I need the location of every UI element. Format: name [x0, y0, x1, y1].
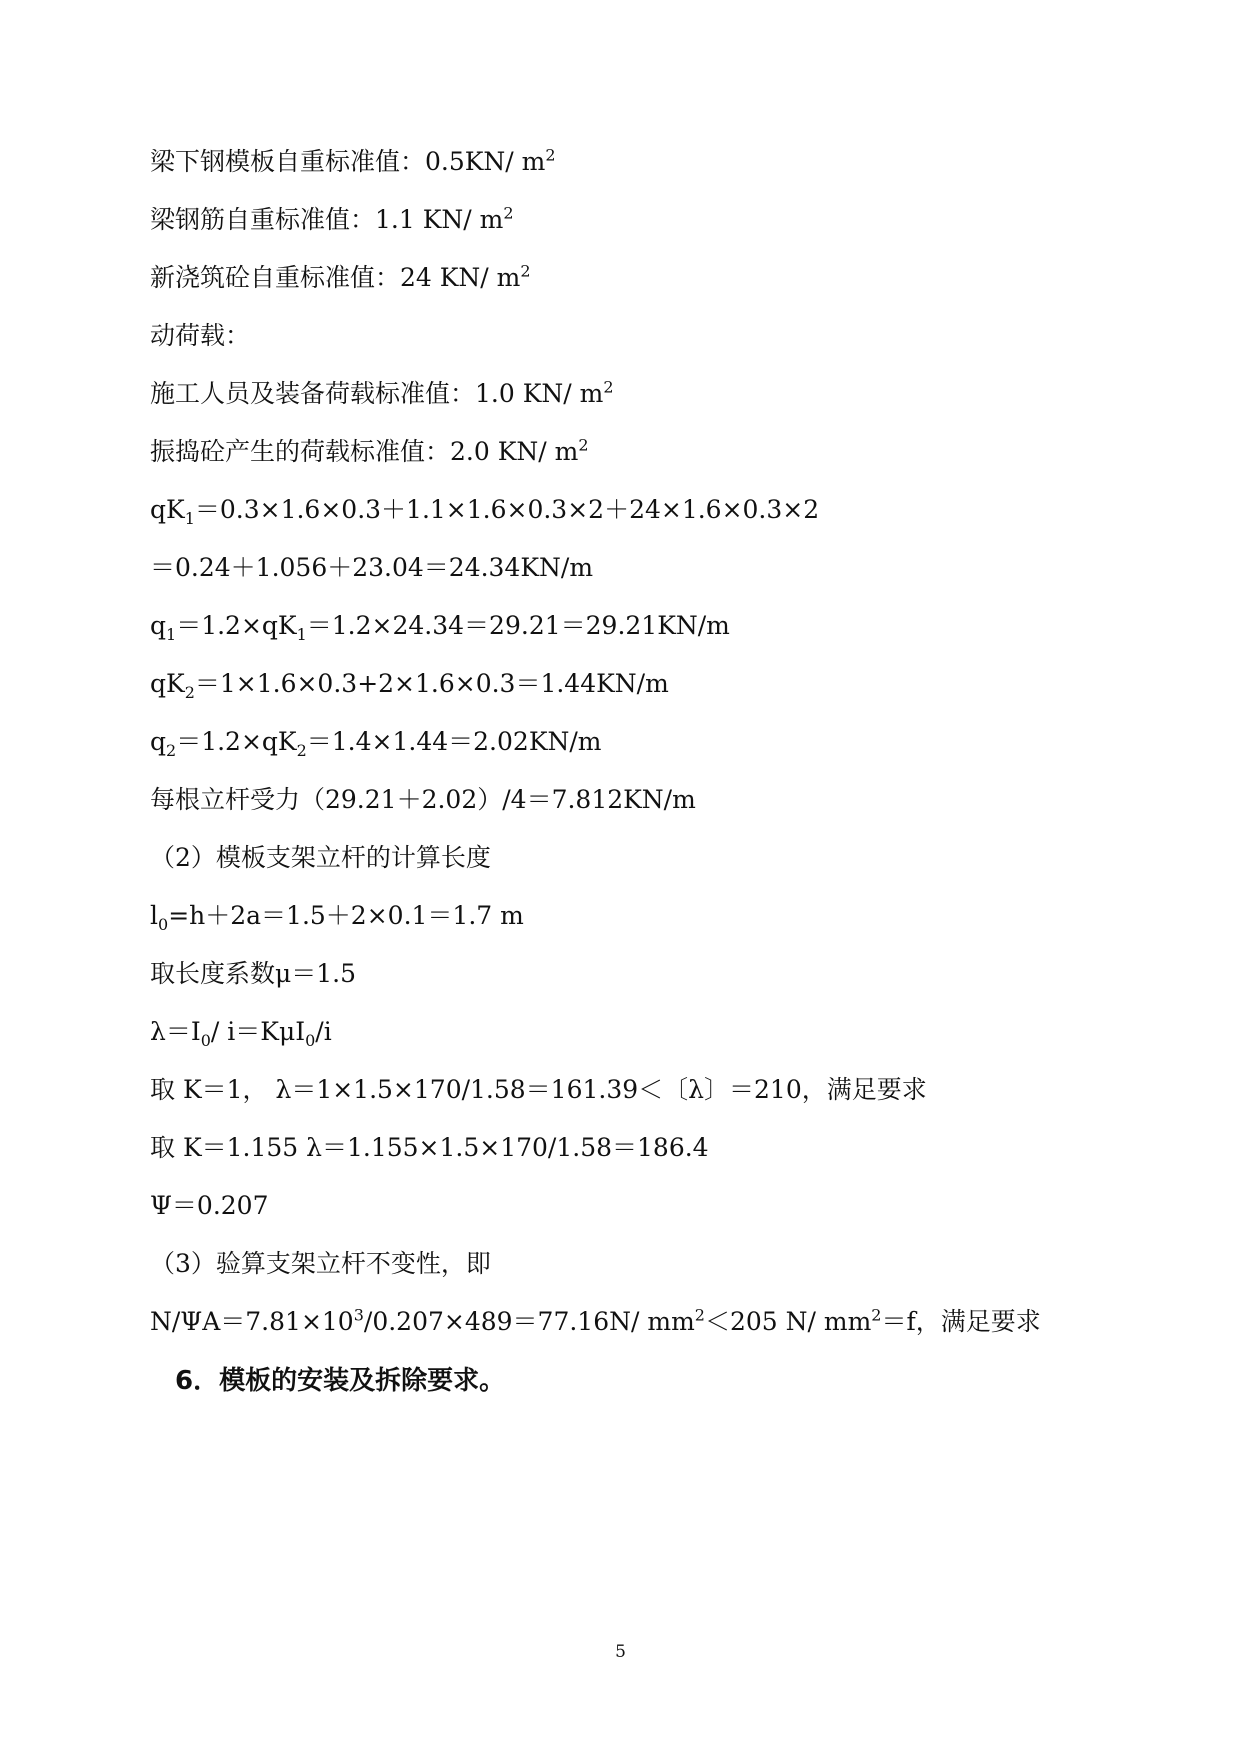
formula-part: N/ΨA＝7.81×10 [150, 1307, 354, 1336]
superscript: 2 [520, 261, 531, 281]
formula-part: qK [150, 669, 185, 698]
formula-part: ＝f，满足要求 [881, 1307, 1041, 1336]
text-line [150, 204, 514, 236]
formula-line [150, 668, 669, 700]
formula-part: / i＝KμI [210, 1017, 306, 1046]
text-line [150, 842, 491, 874]
formula-part: /0.207×489＝77.16N/ mm [363, 1307, 695, 1336]
superscript: 2 [578, 435, 589, 455]
line-text: Ψ＝0.207 [150, 1191, 269, 1220]
section-heading: 6．模板的安装及拆除要求。 [175, 1366, 506, 1396]
formula-part: qK [150, 495, 185, 524]
formula-line [150, 552, 593, 584]
text-line [150, 320, 250, 352]
text-line [150, 378, 614, 410]
formula-line [150, 1306, 1041, 1338]
subscript: 0 [200, 1031, 211, 1050]
formula-line [150, 1016, 332, 1048]
text-line [150, 1190, 269, 1222]
page-number: 5 [615, 1642, 626, 1662]
line-text: 施工人员及装备荷载标准值：1.0 KN/ m [150, 379, 604, 408]
line-text: 取 K＝1.155 λ＝1.155×1.5×170/1.58＝186.4 [150, 1133, 709, 1162]
formula-line [150, 900, 524, 932]
text-line [150, 1248, 491, 1280]
text-line [150, 1132, 709, 1164]
superscript: 2 [871, 1305, 882, 1325]
formula-part: ＝0.24＋1.056＋23.04＝24.34KN/m [150, 553, 594, 582]
text-line [150, 436, 589, 468]
line-text: （3）验算支架立杆不变性，即 [150, 1249, 491, 1278]
formula-part: ＝1.2×qK [176, 611, 297, 640]
formula-line [150, 494, 819, 526]
formula-part: λ＝I [150, 1017, 201, 1046]
line-text: 梁下钢模板自重标准值：0.5KN/ m [150, 147, 546, 176]
formula-line [150, 726, 602, 758]
subscript: 1 [166, 625, 177, 644]
formula-part: l [150, 901, 158, 930]
subscript: 2 [166, 741, 177, 760]
text-line [150, 784, 696, 816]
text-line [150, 262, 531, 294]
subscript: 1 [296, 625, 307, 644]
subscript: 2 [296, 741, 307, 760]
formula-part: ＝1.2×qK [176, 727, 297, 756]
formula-line [150, 610, 730, 642]
superscript: 3 [353, 1305, 364, 1325]
line-text: （2）模板支架立杆的计算长度 [150, 843, 491, 872]
superscript: 2 [603, 377, 614, 397]
line-text: 新浇筑砼自重标准值：24 KN/ m [150, 263, 521, 292]
formula-part: q [150, 611, 167, 640]
subscript: 2 [184, 683, 195, 702]
subscript: 1 [184, 509, 195, 528]
formula-part: ＝1×1.6×0.3+2×1.6×0.3＝1.44KN/m [194, 669, 669, 698]
line-text: 动荷载： [150, 321, 251, 350]
line-text: 取长度系数μ＝1.5 [150, 959, 357, 988]
text-line [150, 1074, 927, 1106]
line-text: 振捣砼产生的荷载标准值：2.0 KN/ m [150, 437, 579, 466]
formula-part: ＜205 N/ mm [704, 1307, 872, 1336]
text-line [150, 958, 356, 990]
formula-part: =h＋2a＝1.5＋2×0.1＝1.7 m [168, 901, 524, 930]
formula-part: /i [315, 1017, 332, 1046]
superscript: 2 [545, 145, 556, 165]
text-line [150, 146, 556, 178]
line-text: 每根立杆受力（29.21＋2.02）/4＝7.812KN/m [150, 785, 696, 814]
superscript: 2 [694, 1305, 705, 1325]
formula-part: ＝1.2×24.34＝29.21＝29.21KN/m [306, 611, 730, 640]
formula-part: q [150, 727, 167, 756]
superscript: 2 [503, 203, 514, 223]
subscript: 0 [158, 915, 169, 934]
line-text: 梁钢筋自重标准值：1.1 KN/ m [150, 205, 504, 234]
formula-part: ＝0.3×1.6×0.3＋1.1×1.6×0.3×2＋24×1.6×0.3×2 [194, 495, 820, 524]
line-text: 取 K＝1， λ＝1×1.5×170/1.58＝161.39＜〔λ〕＝210，满足要求 [150, 1075, 927, 1104]
formula-part: ＝1.4×1.44＝2.02KN/m [306, 727, 602, 756]
subscript: 0 [305, 1031, 316, 1050]
